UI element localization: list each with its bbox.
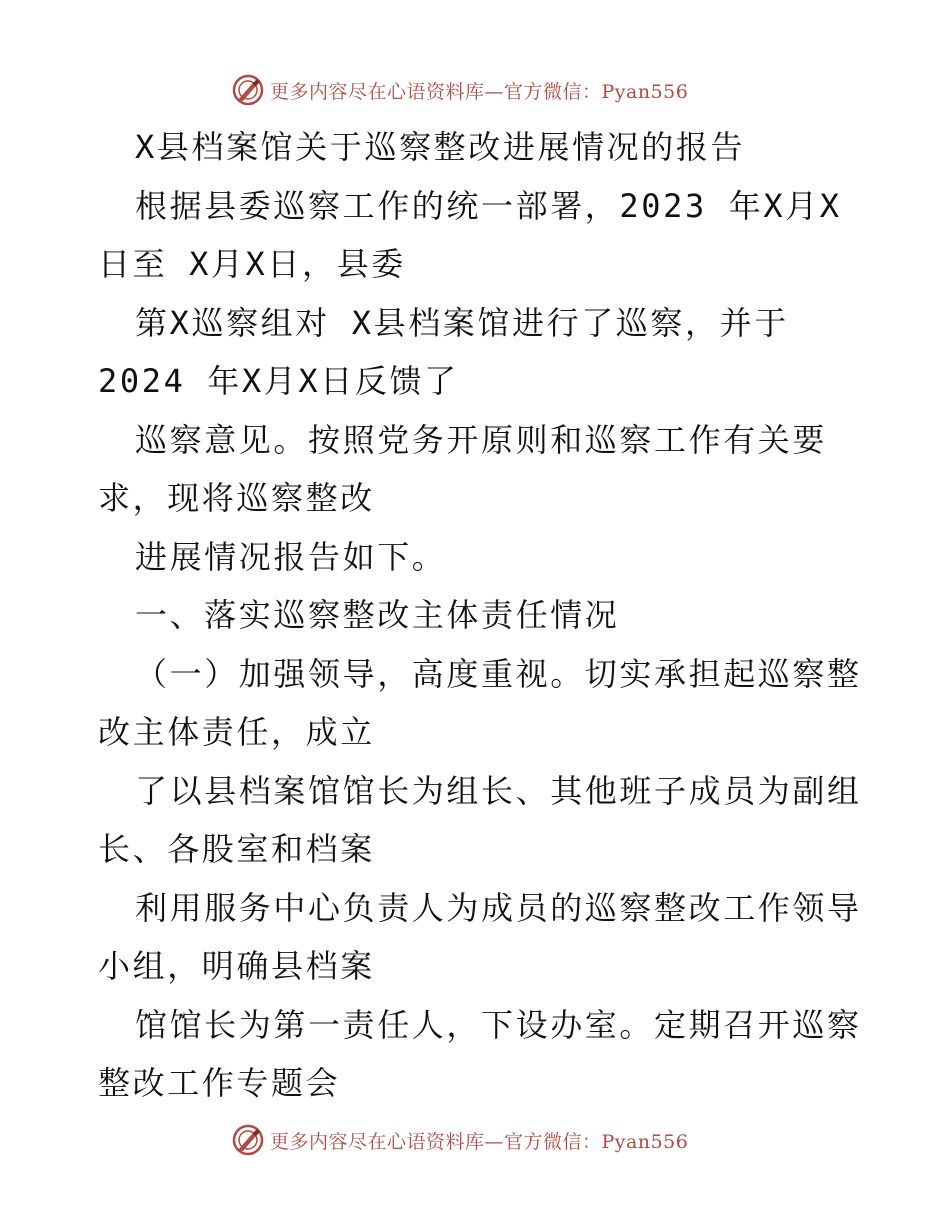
paragraph-line: 整改工作专题会 bbox=[98, 1064, 341, 1102]
paragraph-line: 馆馆长为第一责任人，下设办室。定期召开巡察 bbox=[135, 1005, 862, 1044]
paragraph-line: 根据县委巡察工作的统一部署，2023 年X月X bbox=[135, 186, 842, 225]
paragraph-line: 第X巡察组对 X县档案馆进行了巡察，并于 bbox=[135, 303, 789, 342]
paragraph-line: 小组，明确县档案 bbox=[98, 947, 375, 985]
pen-logo-icon bbox=[232, 1124, 264, 1156]
banner-text: 更多内容尽在心语资料库—官方微信：Pyan556 bbox=[270, 1130, 689, 1153]
document-body bbox=[98, 118, 862, 1113]
paragraph-line: 求，现将巡察整改 bbox=[98, 479, 375, 517]
document-title: X县档案馆关于巡察整改进展情况的报告 bbox=[135, 128, 746, 166]
pen-logo-icon bbox=[232, 74, 264, 106]
paragraph-line: 了以县档案馆馆长为组长、其他班子成员为副组 bbox=[135, 771, 862, 810]
section-heading: 一、落实巡察整改主体责任情况 bbox=[135, 596, 620, 634]
paragraph-line: 巡察意见。按照党务开原则和巡察工作有关要 bbox=[135, 420, 828, 459]
paragraph-line: 2024 年X月X日反馈了 bbox=[98, 362, 459, 400]
paragraph-line: 日至 X月X日，县委 bbox=[98, 245, 406, 283]
paragraph-line: （一）加强领导，高度重视。切实承担起巡察整 bbox=[135, 654, 862, 693]
banner-text: 更多内容尽在心语资料库—官方微信：Pyan556 bbox=[270, 80, 689, 103]
paragraph-line: 改主体责任，成立 bbox=[98, 713, 375, 751]
header-banner bbox=[232, 72, 688, 108]
paragraph-line: 长、各股室和档案 bbox=[98, 830, 375, 868]
paragraph-line: 利用服务中心负责人为成员的巡察整改工作领导 bbox=[135, 888, 862, 927]
footer-banner bbox=[232, 1122, 688, 1158]
paragraph-line: 进展情况报告如下。 bbox=[135, 537, 447, 576]
